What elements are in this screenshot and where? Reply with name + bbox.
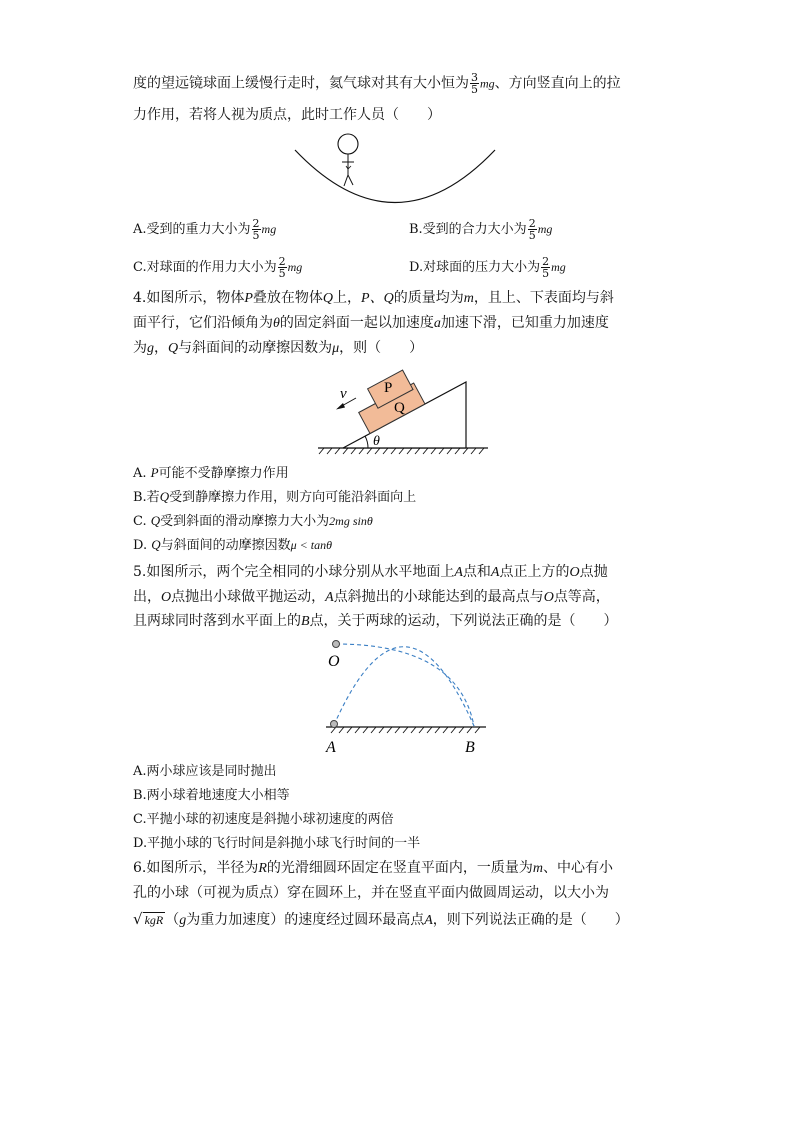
q5-label-b: B	[465, 739, 475, 756]
q4-stem-line-3: 为g，Q与斜面间的动摩擦因数为μ，则（ ）	[133, 340, 424, 356]
q5-label-o: O	[328, 653, 340, 670]
q4-option-b[interactable]: B.若Q受到静摩擦力作用，则方向可能沿斜面向上	[133, 489, 417, 505]
q4-stem-line-2: 面平行，它们沿倾角为θ的固定斜面一起以加速度a加速下滑，已知重力加速度	[133, 315, 609, 331]
q4-label-p: P	[384, 380, 393, 396]
q6-stem-line-1: 6.如图所示，半径为R的光滑细圆环固定在竖直平面内，一质量为m、中心有小	[133, 860, 614, 876]
q5-stem-line-3: 且两球同时落到水平面上的B点，关于两球的运动，下列说法正确的是（ ）	[133, 613, 618, 629]
fraction: $\frac{2}{5}$	[528, 217, 536, 242]
q3-option-d[interactable]: D.对球面的压力大小为 $\frac{2}{5}$ mg	[409, 255, 566, 280]
q3-option-b[interactable]: B.受到的合力大小为 $\frac{2}{5}$ mg	[409, 217, 553, 242]
q5-option-d[interactable]: D.平抛小球的飞行时间是斜抛小球飞行时间的一半	[133, 836, 421, 851]
q4-option-c[interactable]: C. Q受到斜面的滑动摩擦力大小为2mg sinθ	[133, 513, 373, 529]
q3-text: 度的望远镜球面上缓慢行走时，氦气球对其有大小恒为	[133, 75, 469, 92]
q3-option-c[interactable]: C.对球面的作用力大小为 $\frac{2}{5}$ mg	[133, 255, 303, 280]
q4-figure-incline-blocks	[318, 365, 493, 460]
q4-stem-line-1: 4.如图所示，物体P叠放在物体Q上，P、Q的质量均为m，且上、下表面均与斜	[133, 290, 614, 306]
q4-label-v: v	[340, 386, 347, 402]
q3-text: 、方向竖直向上的拉	[494, 75, 621, 92]
fraction: $\frac{2}{5}$	[252, 217, 260, 242]
q5-label-a: A	[326, 739, 336, 756]
q5-stem-line-1: 5.如图所示，两个完全相同的小球分别从水平地面上A点和A点正上方的O点抛	[133, 564, 608, 580]
q6-stem-line-3: √ kgR （g为重力加速度）的速度经过圆环最高点A，则下列说法正确的是（ ）	[133, 910, 629, 928]
fraction: $\frac{3}{5}$	[471, 71, 478, 96]
fraction: $\frac{2}{5}$	[542, 255, 550, 280]
q5-option-a[interactable]: A.两小球应该是同时抛出	[133, 764, 277, 779]
q3-option-a[interactable]: A.受到的重力大小为 $\frac{2}{5}$ mg	[133, 217, 277, 242]
q6-stem-line-2: 孔的小球（可视为质点）穿在圆环上，并在竖直平面内做圆周运动，以大小为	[133, 885, 609, 901]
q3-stem-line-1: 度的望远镜球面上缓慢行走时，氦气球对其有大小恒为 $\frac{3}{5}$ mg、方向竖直向上的拉	[133, 71, 621, 96]
sqrt-symbol: √	[133, 910, 143, 928]
q4-label-q: Q	[394, 400, 405, 416]
q5-figure-trajectories	[318, 636, 493, 758]
q5-stem-line-2: 出，O点抛出小球做平抛运动，A点斜抛出的小球能达到的最高点与O点等高，	[133, 589, 610, 605]
q4-option-a[interactable]: A. P可能不受静摩擦力作用	[133, 465, 289, 481]
fraction: $\frac{2}{5}$	[278, 255, 286, 280]
q3-figure-bowl-person	[290, 130, 500, 210]
q3-stem-line-2: 力作用，若将人视为质点，此时工作人员（ ）	[133, 107, 441, 123]
q4-label-theta: θ	[373, 434, 380, 449]
q5-option-c[interactable]: C.平抛小球的初速度是斜抛小球初速度的两倍	[133, 812, 394, 827]
q5-option-b[interactable]: B.两小球着地速度大小相等	[133, 788, 290, 803]
q4-option-d[interactable]: D. Q与斜面间的动摩擦因数μ < tanθ	[133, 537, 332, 553]
